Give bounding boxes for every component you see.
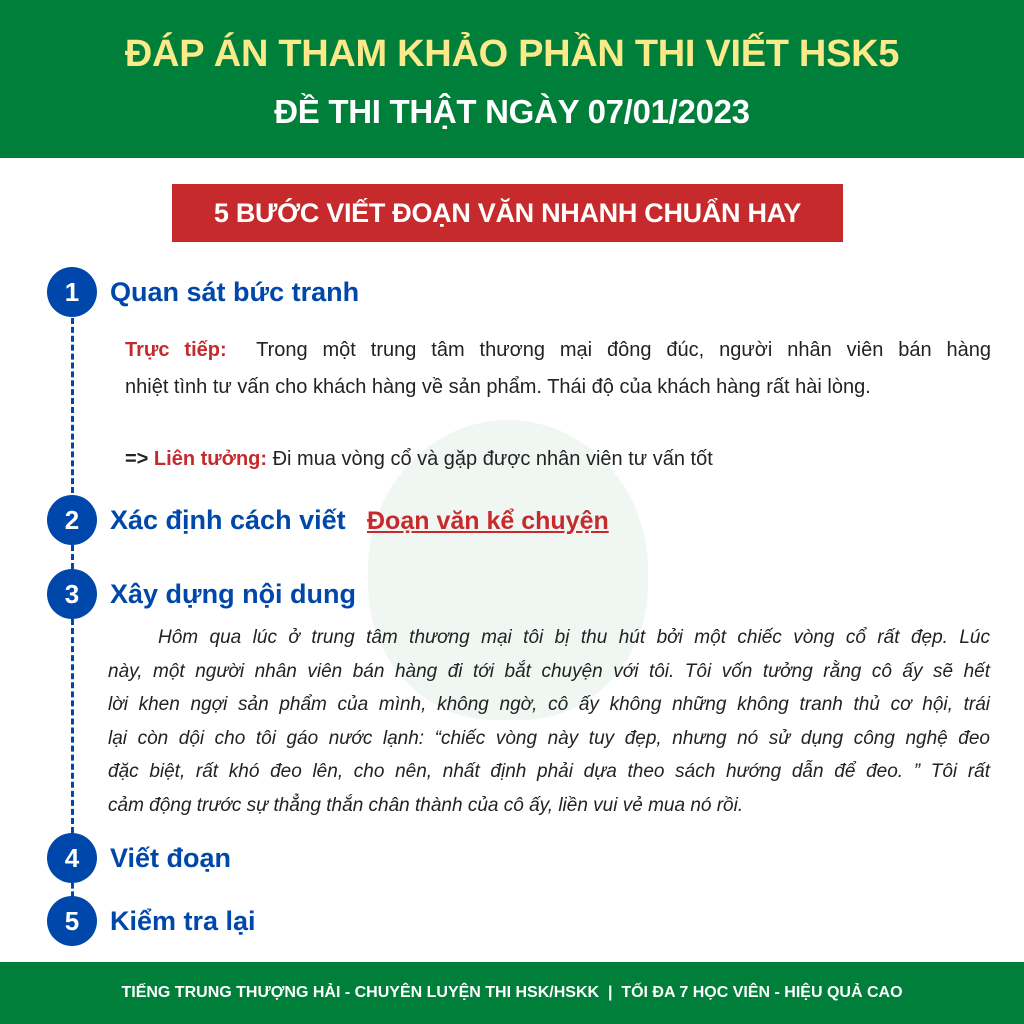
step-title: [110, 901, 256, 941]
step-title-text: Xây dựng nội dung: [110, 579, 357, 609]
story-line: lời khen ngợi sản phẩm của mình, không ngờ, cô ấy không những không tranh thủ cơ hội, trái: [108, 694, 990, 716]
page-title: [0, 30, 1024, 78]
step-number-badge: 4: [47, 833, 97, 883]
association-label: Liên tưởng:: [153, 448, 268, 470]
step-number-badge: 3: [47, 569, 97, 619]
story-line: lại còn dội cho tôi gáo nước lạnh: “chiếc vòng này tuy đẹp, nhưng nó sử dụng công nghệ đeo: [108, 727, 990, 749]
step-number-badge: 2: [47, 495, 97, 545]
header-banner: [0, 0, 1024, 158]
observation-paragraph: [125, 332, 991, 406]
story-line: này, một người nhân viên bán hàng đi tới bắt chuyện với tôi. Tôi vốn tưởng rằng cô ấy sẽ hết: [108, 660, 990, 682]
section-banner: [172, 184, 843, 242]
step-title: [110, 574, 356, 614]
step-title-text: Viết đoạn: [110, 843, 232, 873]
observation-line: nhiệt tình tư vấn cho khách hàng về sản phẩm. Thái độ của khách hàng rất hài lòng.: [125, 376, 871, 398]
step-title: [110, 272, 359, 312]
step-number-badge: 5: [47, 896, 97, 946]
writing-type-link[interactable]: [367, 503, 609, 539]
step-number-badge: 1: [47, 267, 97, 317]
story-line: Hôm qua lúc ở trung tâm thương mại tôi bị thu hút bởi một chiếc vòng cổ rất đẹp. Lúc: [158, 627, 990, 648]
writing-type-text: Đoạn văn kể chuyện: [367, 507, 609, 535]
timeline-connector: [71, 545, 74, 569]
timeline-connector: [71, 619, 74, 833]
footer-banner: [0, 962, 1024, 1024]
observation-line: [125, 332, 991, 369]
subtitle-text: ĐỀ THI THẬT NGÀY 07/01/2023: [274, 93, 750, 130]
step-title-text: Xác định cách viết: [110, 505, 346, 535]
observation-text: Trong một trung tâm thương mại đông đúc, người nhân viên bán hàng: [256, 339, 991, 361]
section-banner-text: 5 BƯỚC VIẾT ĐOẠN VĂN NHANH CHUẨN HAY: [213, 198, 802, 228]
title-text: ĐÁP ÁN THAM KHẢO PHẦN THI VIẾT HSK5: [124, 33, 900, 75]
page-subtitle: [0, 90, 1024, 134]
step-title: [110, 838, 231, 878]
footer-text: TIẾNG TRUNG THƯỢNG HẢI - CHUYÊN LUYỆN THI HSK/HSKK | TỐI ĐA 7 HỌC VIÊN - HIỆU QUẢ CAO: [121, 984, 903, 1001]
step-title-text: Quan sát bức tranh: [110, 277, 360, 307]
arrow-text: =>: [125, 448, 149, 470]
story-paragraph: [108, 621, 990, 823]
story-line: đặc biệt, rất khó đeo lên, cho nên, nhất định phải dựa theo sách hướng dẫn để đeo. ” Tôi rất: [108, 761, 990, 783]
timeline-connector: [71, 883, 74, 897]
step-title-text: Kiểm tra lại: [110, 906, 256, 936]
step-title: [110, 500, 346, 540]
association-line: [125, 441, 991, 478]
direct-label: Trực tiếp:: [125, 339, 227, 361]
association-text: Đi mua vòng cổ và gặp được nhân viên tư vấn tốt: [272, 448, 713, 470]
story-line: cảm động trước sự thẳng thắn chân thành của cô ấy, liền vui vẻ mua nó rồi.: [108, 794, 744, 816]
timeline-connector: [71, 318, 74, 493]
